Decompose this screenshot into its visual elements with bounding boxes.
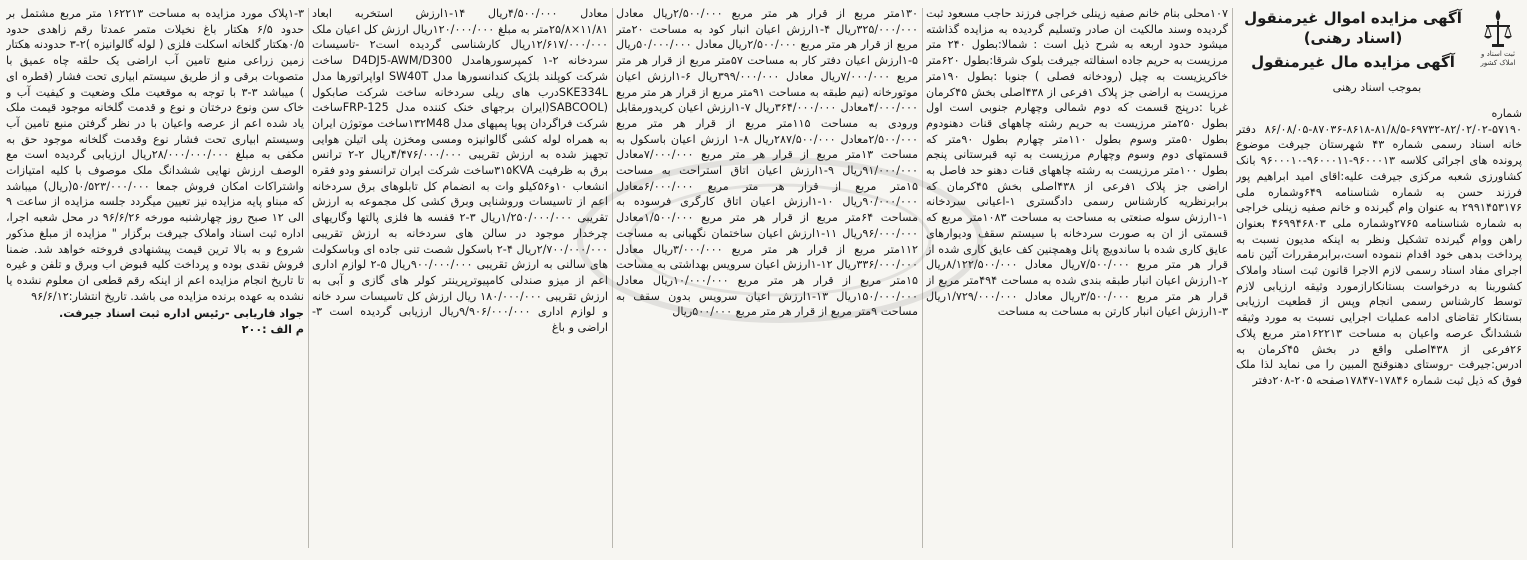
column-4-text: معادل ۴/۵۰۰/۰۰۰ریال ۱۴-۱ارزش استخربه ابعاد ۱۱/۸۱×۲۵/۸متر به مبلغ ۱۲۰/۰۰۰/۰۰۰ریال ارزش کل اعیان ملک ۱۲/۶۱۷/۰۰۰/۰۰۰ریال کارشناسی گردیده است۲ -تاسیسات سردخانه ۲-۱ کمپرسورهامدل D4DJ5-AWM/D300 ساخت شرکت کوپلند بلژیک کندانسورها مدل SW40T اواپراتورها مدل SKE334Lدرب های ریلی سردخانه ساخت شرکت صابکول (SABCOOL(ایران برجهای خنک کننده مدل FRP-125ساخت شرکت فراگردان پویا پمپهای مدل ۱۳۲M48ساخت موتوژن ایران به همراه لوله کشی گالوانیزه ومسی ومخزن پلی اتیلن هوایی تجهیز شده به ارزش تقریبی ۴/۴۷۶/۰۰۰/۰۰۰ریال ۲-۲ ترانس برق به ظرفیت ۳۱۵KVAساخت شرکت ایران ترانسفو ودو فقره انشعاب ۱۰و۵۶کیلو وات به انضمام کل تابلوهای برق سردخانه اعم از تاسیسات وروشنایی وبرق کشی کل مجموعه به ارزش تقریبی ۱/۲۵۰/۰۰۰/۰۰۰ریال ۳-۲ قفسه ها فلزی پالتها وگاریهای چرخدار موجود در سالن های سردخانه به ارزش تقریبی ۲/۷۰۰/۰۰۰/۰۰۰ریال ۴-۲ باسکول شصت تنی جاده ای وباسکولت های سالنی به ارزش تقریبی ۹۰۰/۰۰۰/۰۰۰ریال ۵-۲ لوازم اداری اعم از میزو صندلی کامپیوترپرینتر کولر های گازی و آبی به ارزش تقریبی ۱۸۰/۰۰۰/۰۰۰ ریال ارزش کل تاسیسات سرد خانه و لوازم اداری ۹/۹۰۶/۰۰۰/۰۰۰ریال ارزیابی گردیده است ۳- اراضی و باغ	[312, 7, 608, 335]
column-3-text: ۱۳۰متر مربع از قرار هر متر مربع ۲/۵۰۰/۰۰۰ریال معادل ۳۲۵/۰۰۰/۰۰۰ریال ۴-۱ارزش اعیان انبار کود به مساحت ۲۰متر مربع از قرار هر متر مربع ۲/۵۰۰/۰۰۰ریال معادل ۵۰/۰۰۰/۰۰۰ریال ۵-۱ارزش اعیان دفتر کار به مساحت ۵۷متر مربع از قرار هر متر مربع ۷/۰۰۰/۰۰۰ریال معادل ۳۹۹/۰۰۰/۰۰۰ریال ۶-۱ارزش اعیان موتورخانه (نیم طبقه به مساحت ۹۱متر مربع از قرار هر متر مربع ۴/۰۰۰/۰۰۰معادل ۳۶۴/۰۰۰/۰۰۰ریال ۷-۱ارزش اعیان کریدورمقابل ورودی به مساحت ۱۱۵متر مربع از قرار هر متر مربع ۲/۵۰۰/۰۰۰معادل ۲۸۷/۵۰۰/۰۰۰ریال ۸-۱ ارزش اعیان باسکول به مساحت ۱۳متر مربع از قرار هر متر مربع ۷/۰۰۰/۰۰۰معادل ۹۱/۰۰۰/۰۰۰ریال ۹-۱ارزش اعیان اتاق استراحت به مساحت ۱۵متر مربع از قرار هر متر مربع ۶/۰۰۰/۰۰۰معادل ۹۰/۰۰۰/۰۰۰ریال ۱۰-۱ارزش اعیان اتاق کارگری فرسوده به مساحت ۶۴متر مربع از قرار هر متر مربع ۱/۵۰۰/۰۰۰معادل ۹۶/۰۰۰/۰۰۰ریال ۱۱-۱ارزش اعیان ساختمان نگهبانی به مساحت ۱۱۲متر مربع از قرار هر متر مربع ۳/۰۰۰/۰۰۰ریال معادل ۳۳۶/۰۰۰/۰۰۰ریال ۱۲-۱ارزش اعیان سرویس بهداشتی به مساحت ۱۵متر مربع از قرار هر متر مربع ۱۰/۰۰۰/۰۰۰ریال معادل ۱۵۰/۰۰۰/۰۰۰ریال ۱۳-۱ارزش اعیان سرویس بدون سقف به مساحت ۹متر مربع از قرار هر متر مربع ۵۰۰/۰۰۰ریال	[616, 7, 918, 319]
page-bottom-margin	[0, 560, 1527, 582]
signature-line: جواد فاریابی -رئیس اداره ثبت اسناد جیرفت.	[59, 307, 304, 321]
registry-emblem	[1476, 8, 1520, 67]
column-1	[1236, 6, 1522, 554]
scales-of-justice-icon	[1483, 8, 1513, 50]
emblem-caption: ثبت اسناد و املاک کشور	[1480, 50, 1516, 67]
notice-title: آگهی مزایده اموال غیرمنقول (اسناد رهنی)	[1244, 9, 1462, 47]
column-5-text: ۱-۳پلاک مورد مزایده به مساحت ۱۶۲۲۱۳ متر مربع مشتمل بر حدود ۶/۵ هکتار باغ نخیلات متمر عمدتا رقم زاهدی حدود ۰/۵هکتار گلخانه اسکلت فلزی ( لوله گالوانیزه )۲-۳ حدودنه هکتار زمین زراعی منبع تامین آب اراضی یک حلقه چاه عمیق با متصوبات برقی و از طریق سیستم ابیاری تحت فشار (قطره ای ) میباشد ۳-۳ با توجه به موقعیت ملک وضعیت و کیفیت آب و خاک سن ونوع درختان و نوع و قدمت گلخانه موجود قیمت ملک یاد شده اعم از عرصه واعیان با در نظر گرفتن منبع تامین آب وسیستم ابیاری تحت فشار نوع وقدمت گلخانه موجود حق به مکفی به مبلغ ۲۸/۰۰۰/۰۰۰/۰۰۰ریال ارزیابی گردیده است مع الوصف ارزش نهایی ششدانگ ملک موصوف با کلیه امتیازات واشتراکات امکان فروش جمعا ۵۰/۵۲۳/۰۰۰/۰۰۰(ریال) میباشد که مبناو پایه مزایده نیز تعیین میگردد جلسه مزایده از ساعت ۹ الی ۱۲ صبح روز چهارشنبه مورخه ۹۶/۶/۲۶ در محل شعبه اجرا، اداره ثبت اسناد واملاک جیرفت برگزار " مزایده از مبلغ مذکور شروع و به بالا ترین قیمت پیشنهادی فروخته خواهد شد. ضمنا فروش نقدی بوده و پرداخت کلیه قبوض اب وبرق و تلفن و غیره تا تاریخ انجام مزایده اعم از اینکه رقم قطعی ان معلوم نشده یا نشده به عهده برنده مزایده می باشد. تاریخ انتشار:۹۶/۶/۱۲	[6, 7, 304, 303]
column-divider	[308, 8, 309, 548]
notice-basis: بموجب اسناد رهنی	[1332, 81, 1422, 94]
column-divider	[1232, 8, 1233, 548]
column-2	[926, 6, 1228, 554]
column-3	[616, 6, 918, 554]
column-4	[312, 6, 608, 554]
column-divider	[922, 8, 923, 548]
column-2-text: ۱۰۷محلی بنام خانم صفیه زینلی خراجی فرزند حاجب مسعود ثبت گردیده وسند مالکیت ان صادر وتسلیم گردیده به مزایده گذاشته میشود حدود اربعه به شرح ذیل است : شمالا:بطول ۲۴۰ متر مرزیست به حریم جاده اسفالته جیرفت بلوک شرقا:بطول ۶۲۰متر خاکریزیست به چیل (رودخانه فصلی ) جنوبا :بطول ۱۹۰متر مرزیست به اراضی جز پلاک ۱فرعی از ۴۳۸اصلی بخش ۴۵کرمان غربا :درپنج قسمت که دوم شمالی وچهارم جنوبی است اول بطول ۲۵۰متر مرزیست به حریم رشته چاههای قنات دهنودوم بطول ۵۰متر وسوم بطول ۱۱۰متر چهارم بطول ۹۰متر که قسمتهای دوم وسوم وچهارم مرزیست به تپه قبرستانی پنجم بطول ۱۰۰متر مرزیست به رشته چاههای قنات دهنو حد فاصل به اراضی جز پلاک ۱فرعی از ۴۳۸اصلی بخش ۴۵کرمان که برابرنظریه کارشناس رسمی دادگستری ۱-اعیانی سردخانه ۱-۱ارزش سوله صنعتی به مساحت به مساحت ۱۰۸۳متر مربع که قسمتی از ان به صورت سردخانه با سیستم سقف ودیوارهای عایق کاری شده با ساندویچ پانل وهمچنین کف عایق کاری شده از قرار هر متر مربع ۷/۵۰۰/۰۰۰ریال معادل ۸/۱۲۲/۵۰۰/۰۰۰ریال ۲-۱ارزش اعیان انبار طبقه بندی شده به مساحت ۴۹۴متر مربع از قرار هر متر مربع ۳/۵۰۰/۰۰۰ریال معادل ۱/۷۲۹/۰۰۰/۰۰۰ریال ۳-۱ارزش اعیان انبار کارتن به مساحت به مساحت	[926, 7, 1228, 319]
notice-subtitle: آگهی مزایده مال غیرمنقول	[1251, 53, 1455, 71]
notice-header	[1236, 6, 1522, 102]
column-5	[6, 6, 304, 554]
ad-code: م الف :۲۰۰	[241, 323, 304, 337]
column-1-text: شماره ۵۷۱۹۰-۸۲/۰۲/۰۲-۶۹۷۳۲-۸۱/۸/۵-۸۶۱۸-۸۷۰۳۶-۸۶/۰۸/۰۵ دفتر خانه اسناد رسمی شماره ۴۳ شهرستان جیرفت موضوع پرونده های اجرائی کلاسه ۹۶۰۰۰۱۳-۹۶۰۰۰۱۱-۹۶۰۰۰۱۰ بانک کشاورزی شعبه مرکزی جیرفت علیه:اقای امید ابراهیم پور فرزند حسن به شماره شناسنامه ۶۴۹وشماره ملی ۲۹۹۱۴۵۳۱۷۶ به عنوان وام گیرنده و خانم صفیه زینلی خراجی به شماره شناسنامه ۲۷۶۵وشماره ملی ۴۶۹۹۴۶۸۰۳ بعنوان راهن ووام گیرنده تشکیل ونظر به اینکه مدیون نسبت به پرداخت بدهی خود اقدام ننموده است،برابرمقررات آئین نامه اجرای مفاد اسناد رسمی لازم الاجرا قانون ثبت اسناد واملاک کشوربنا به درخواست بستانکارازمورد وثیقه ارزیابی لازم توسط کارشناس رسمی انجام وپس از قطعیت ارزیابی بستانکار تقاضای ادامه عملیات اجرایی نسبت به مورد وثیقه ششدانگ عرصه واعیان به مساحت ۱۶۲۲۱۳متر مربع پلاک ۲۶فرعی از ۴۳۸اصلی واقع در بخش ۴۵کرمان به ادرس:جیرفت -روستای دهنوقنج المبین را می نماید لذا ملک فوق که ذیل ثبت شماره ۱۷۸۴۶-۱۷۸۴۷صفحه ۲۰۵-۲۰۸دفتر	[1236, 107, 1522, 387]
column-divider	[612, 8, 613, 548]
